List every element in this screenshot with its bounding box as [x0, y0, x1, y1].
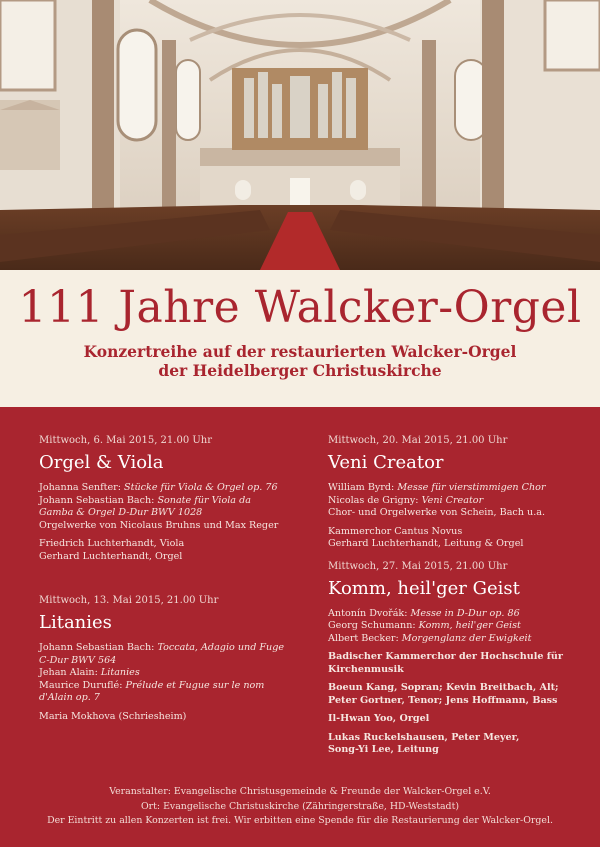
- leaders-line: Song-Yi Lee, Leitung: [328, 744, 439, 755]
- program-line: Maurice Duruflé: Prélude et Fugue sur le nom: [39, 679, 265, 691]
- left-column: [39, 435, 294, 723]
- poster-subtitle: [0, 342, 600, 380]
- choir-line: Badischer Kammerchor der Hochschule für: [328, 651, 563, 662]
- performer-line: Gerhard Luchterhandt, Leitung & Orgel: [328, 538, 524, 549]
- church-interior-illustration: [0, 0, 600, 270]
- concert-title: Komm, heil'ger Geist: [328, 577, 520, 599]
- program-line: Chor- und Orgelwerke von Schein, Bach u.a.: [328, 507, 546, 518]
- concert-date: Mittwoch, 20. Mai 2015, 21.00 Uhr: [328, 435, 508, 446]
- soloists-line: Peter Gortner, Tenor; Jens Hoffmann, Bass: [328, 694, 558, 706]
- concert-date: Mittwoch, 13. Mai 2015, 21.00 Uhr: [39, 595, 219, 606]
- concert-title: Orgel & Viola: [39, 452, 164, 473]
- concert-program: [0, 407, 600, 847]
- soloists-line: Boeun Kang, Sopran; Kevin Breitbach, Alt;: [328, 682, 559, 693]
- program-line: Gamba & Orgel D-Dur BWV 1028: [39, 507, 203, 518]
- concert-date: Mittwoch, 27. Mai 2015, 21.00 Uhr: [328, 560, 508, 572]
- program-line: Nicolas de Grigny: Veni Creator: [328, 494, 484, 506]
- concert-block-2: [39, 595, 294, 723]
- performer-line: Maria Mokhova (Schriesheim): [39, 710, 187, 722]
- admission-line: Der Eintritt zu allen Konzerten ist frei. Wir erbitten eine Spende für die Restaurierung der Walcker-Orgel.: [47, 815, 553, 826]
- performer-line: Friedrich Luchterhandt, Viola: [39, 538, 185, 549]
- poster-footer: [0, 785, 600, 829]
- program-line: Albert Becker: Morgenglanz der Ewigkeit: [328, 632, 532, 644]
- program-line: Jehan Alain: Litanies: [39, 667, 140, 678]
- performer-line: Kammerchor Cantus Novus: [328, 525, 463, 537]
- leaders-line: Lukas Ruckelshausen, Peter Meyer,: [328, 731, 520, 743]
- program-line: Orgelwerke von Nicolaus Bruhns und Max Reger: [39, 519, 279, 531]
- program-line: Antonín Dvořák: Messe in D-Dur op. 86: [328, 607, 520, 619]
- concert-date: Mittwoch, 6. Mai 2015, 21.00 Uhr: [39, 435, 213, 446]
- program-line: Johann Sebastian Bach: Sonate für Viola da: [39, 494, 251, 506]
- program-line: William Byrd: Messe für vierstimmigen Chor: [328, 482, 546, 493]
- concert-block-1: [39, 435, 294, 563]
- choir-line: Kirchenmusik: [328, 663, 404, 675]
- program-line: Johanna Senfter: Stücke für Viola & Orgel op. 76: [39, 482, 278, 493]
- program-line: d'Alain op. 7: [39, 692, 100, 703]
- poster-title: 111 Jahre Walcker-Orgel: [18, 282, 582, 333]
- program-line: C-Dur BWV 564: [39, 654, 117, 666]
- subtitle-line-1: Konzertreihe auf der restaurierten Walcker-Orgel: [83, 342, 517, 361]
- poster-header: [0, 270, 600, 407]
- program-line: Johann Sebastian Bach: Toccata, Adagio und Fuge: [39, 642, 285, 653]
- concert-title: Veni Creator: [328, 452, 444, 473]
- concert-block-3: [328, 435, 588, 551]
- venue-line: Ort: Evangelische Christuskirche (Zähringerstraße, HD-Weststadt): [141, 800, 459, 812]
- church-interior-photo: [0, 0, 600, 270]
- performer-line: Gerhard Luchterhandt, Orgel: [39, 550, 183, 562]
- subtitle-line-2: der Heidelberger Christuskirche: [158, 361, 442, 380]
- organ-line: Il-Hwan Yoo, Orgel: [328, 713, 430, 724]
- concert-block-4: [328, 561, 588, 757]
- organizer-line: Veranstalter: Evangelische Christusgemeinde & Freunde der Walcker-Orgel e.V.: [109, 786, 491, 797]
- right-column: [328, 435, 588, 757]
- concert-title: Litanies: [39, 612, 112, 633]
- program-line: Georg Schumann: Komm, heil'ger Geist: [328, 620, 521, 631]
